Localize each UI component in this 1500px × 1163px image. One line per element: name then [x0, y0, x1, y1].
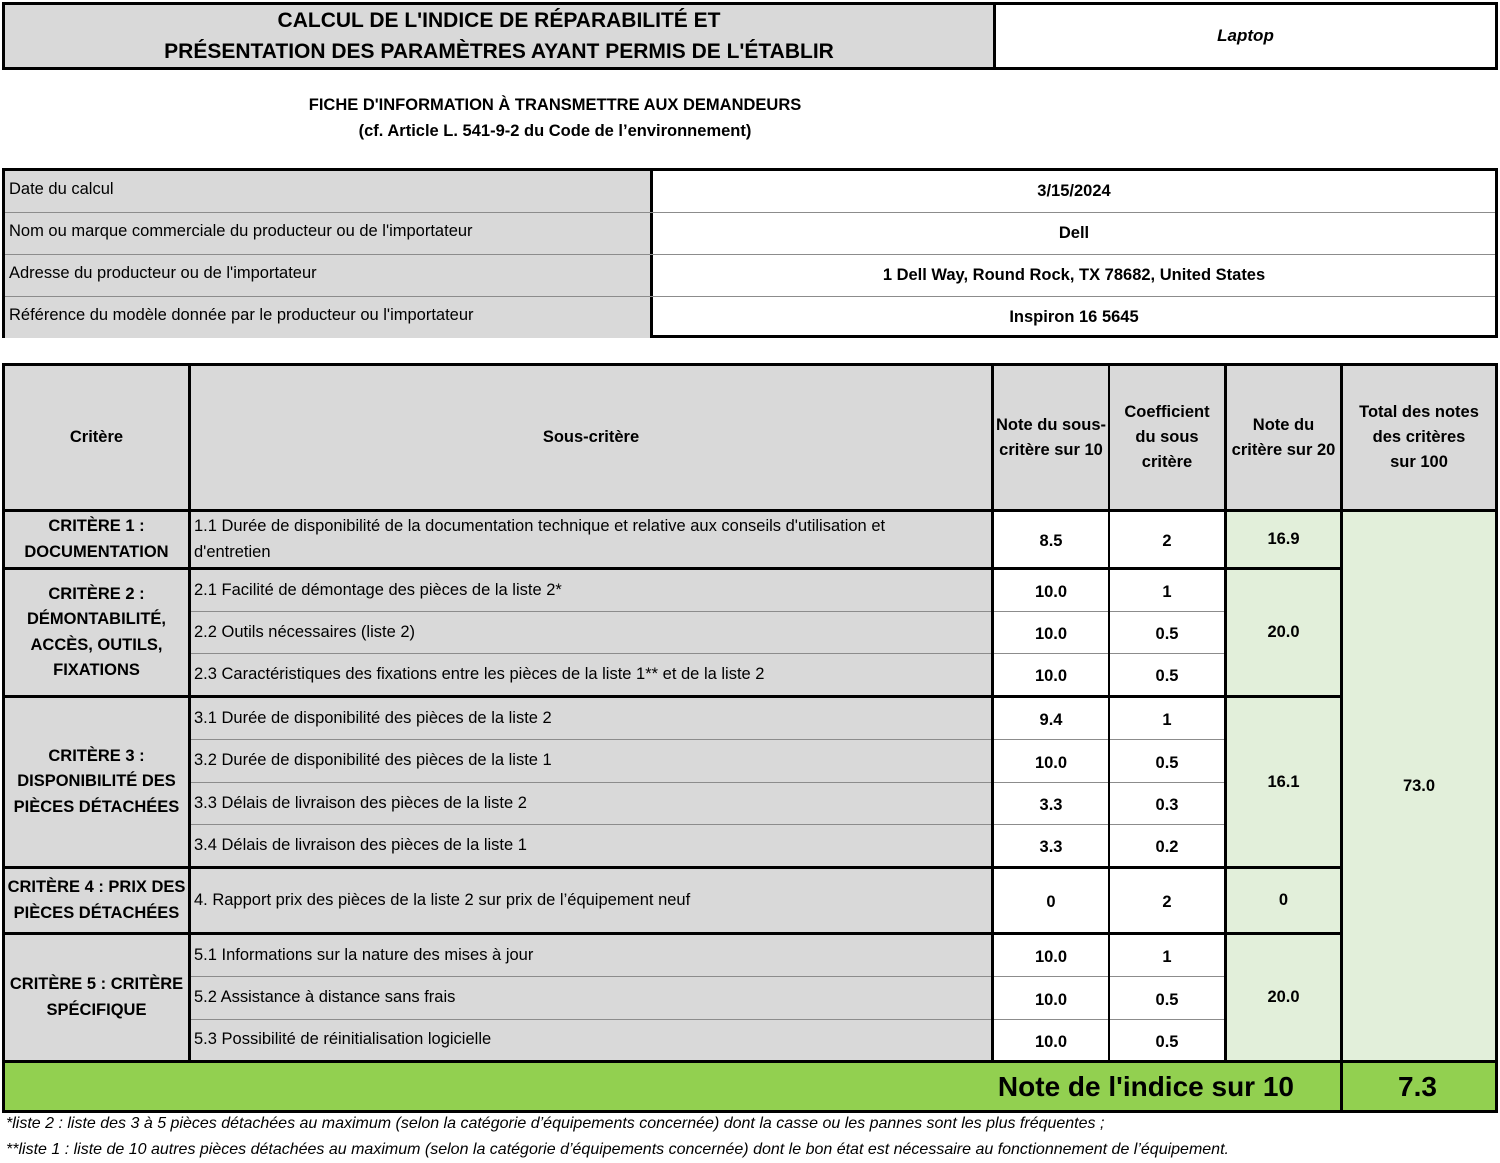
- total-score: 73.0: [1343, 512, 1495, 1060]
- coef-3-2: 0.5: [1110, 740, 1224, 782]
- note-4: 0: [994, 869, 1108, 932]
- coef-5-3: 0.5: [1110, 1020, 1224, 1060]
- col-border: [1108, 366, 1110, 1063]
- criterion-name-line: CRITÈRE 4 : PRIX DES: [7, 878, 186, 896]
- info-row-brand: [5, 213, 1495, 255]
- sub-criterion-5-1: 5.1 Informations sur la nature des mises à jour: [191, 935, 991, 976]
- criterion-name-line: CRITÈRE 5 : CRITÈRE: [9, 975, 184, 993]
- row-divider: [191, 782, 1227, 783]
- header-coef-line1: Coefficient: [1124, 403, 1210, 421]
- note-3-3: 3.3: [994, 783, 1108, 824]
- title-line-1: CALCUL DE L'INDICE DE RÉPARABILITÉ ET: [277, 9, 721, 32]
- header-total: [1343, 366, 1495, 509]
- index-value: 7.3: [1398, 1070, 1437, 1102]
- criterion-name-line: FIXATIONS: [53, 661, 140, 679]
- sub-criterion-3-4: 3.4 Délais de livraison des pièces de la liste 1: [191, 825, 991, 866]
- info-label: Adresse du producteur ou de l'importateur: [5, 255, 653, 296]
- criterion-name-line: PIÈCES DÉTACHÉES: [13, 797, 180, 816]
- criterion-5-score: 20.0: [1227, 935, 1340, 1060]
- coef-5-1: 1: [1110, 935, 1224, 976]
- criterion-3-score: 16.1: [1227, 698, 1340, 866]
- header-note-sous-critere: [994, 366, 1108, 509]
- row-divider: [191, 824, 1227, 825]
- criterion-5-name: [5, 935, 188, 1060]
- sub-criterion-4: 4. Rapport prix des pièces de la liste 2 sur prix de l’équipement neuf: [191, 869, 991, 932]
- subtitle-line-1: FICHE D'INFORMATION À TRANSMETTRE AUX DEMANDEURS: [308, 96, 802, 114]
- info-row-date: [5, 171, 1495, 213]
- row-border: [5, 509, 1495, 512]
- col-border: [1224, 366, 1227, 1063]
- info-value: Dell: [1058, 224, 1090, 242]
- header-critere: Critère: [69, 428, 124, 446]
- criterion-name-line: CRITÈRE 3 :: [48, 746, 145, 765]
- row-divider: [191, 653, 1227, 654]
- info-label: Date du calcul: [5, 171, 653, 212]
- header-note-crit-line1: Note du: [1252, 415, 1315, 434]
- info-value: 3/15/2024: [1037, 182, 1111, 200]
- sub-criterion-2-1: 2.1 Facilité de démontage des pièces de la liste 2*: [191, 570, 991, 611]
- note-5-3: 10.0: [994, 1020, 1108, 1060]
- row-border: [5, 695, 1343, 698]
- note-2-2: 10.0: [994, 612, 1108, 653]
- coef-2-3: 0.5: [1110, 654, 1224, 695]
- criterion-2-score: 20.0: [1227, 570, 1340, 695]
- header-coef-line3: critère: [1141, 453, 1193, 471]
- criterion-name-line: PIÈCES DÉTACHÉES: [13, 903, 180, 922]
- info-label: Référence du modèle donnée par le producteur ou l'importateur: [5, 297, 653, 338]
- col-border: [1340, 366, 1343, 1110]
- note-3-1: 9.4: [994, 698, 1108, 739]
- score-table: [2, 363, 1498, 1113]
- note-3-4: 3.3: [994, 825, 1108, 866]
- note-3-2: 10.0: [994, 740, 1108, 782]
- criterion-name-line: CRITÈRE 1 :: [48, 517, 145, 535]
- criterion-1-score: 16.9: [1227, 512, 1340, 567]
- note-5-2: 10.0: [994, 977, 1108, 1019]
- note-2-1: 10.0: [994, 570, 1108, 611]
- header-note-critere: [1227, 366, 1340, 509]
- sub-criterion-5-3: 5.3 Possibilité de réinitialisation logicielle: [191, 1020, 991, 1060]
- coef-1-1: 2: [1110, 512, 1224, 567]
- col-border: [1340, 1063, 1343, 1110]
- criterion-name-line: SPÉCIFIQUE: [46, 1000, 147, 1019]
- footnote-2: **liste 1 : liste de 10 autres pièces détachées au maximum (selon la catégorie d’équipements concernée) dont le bon état est nécessaire au fonctionnement de l’équipement.: [6, 1141, 1229, 1158]
- criterion-name-line: DISPONIBILITÉ DES: [17, 772, 176, 791]
- header-coefficient: [1110, 366, 1224, 509]
- criterion-1-name: [5, 512, 188, 567]
- criterion-name-line: DÉMONTABILITÉ,: [26, 610, 167, 628]
- sub-criterion-1-1: [191, 512, 991, 567]
- criterion-name-line: ACCÈS, OUTILS,: [30, 635, 163, 654]
- header-note-sous-line1: Note du sous-: [996, 415, 1106, 434]
- sub-criterion-label-cont: d'entretien: [194, 542, 271, 561]
- criterion-4-score: 0: [1227, 869, 1340, 932]
- info-label: Nom ou marque commerciale du producteur ou de l'importateur: [5, 213, 653, 254]
- row-border: [5, 866, 1343, 869]
- criterion-name-line: DOCUMENTATION: [24, 542, 169, 561]
- criterion-4-name: [5, 869, 188, 932]
- coef-3-1: 1: [1110, 698, 1224, 739]
- sub-criterion-3-1: 3.1 Durée de disponibilité des pièces de la liste 2: [191, 698, 991, 739]
- document-header: [2, 2, 1498, 70]
- row-border: [5, 567, 1343, 570]
- info-table: [2, 168, 1498, 338]
- sub-criterion-2-2: 2.2 Outils nécessaires (liste 2): [191, 612, 991, 653]
- footnote-1: *liste 2 : liste des 3 à 5 pièces détachées au maximum (selon la catégorie d’équipements concernée) dont la casse ou les pannes sont les plus fréquentes ;: [6, 1115, 1105, 1132]
- sub-criterion-label: 1.1 Durée de disponibilité de la documentation technique et relative aux conseils d'utilisation et: [194, 517, 886, 535]
- product-type: Laptop: [1217, 26, 1274, 45]
- row-divider: [191, 1019, 1227, 1020]
- sub-criterion-2-3: 2.3 Caractéristiques des fixations entre les pièces de la liste 1** et de la liste 2: [191, 654, 991, 695]
- criterion-name-line: CRITÈRE 2 :: [48, 584, 145, 603]
- index-label: Note de l'indice sur 10: [997, 1070, 1294, 1102]
- col-border: [188, 366, 191, 1063]
- col-border: [991, 366, 994, 1063]
- header-note-sous-line2: critère sur 10: [999, 440, 1103, 459]
- note-1-1: 8.5: [994, 512, 1108, 567]
- info-row-model: [5, 297, 1495, 338]
- note-2-3: 10.0: [994, 654, 1108, 695]
- row-divider: [191, 976, 1227, 977]
- coef-4: 2: [1110, 869, 1224, 932]
- header-total-line1: Total des notes: [1359, 403, 1479, 421]
- subtitle: [0, 92, 1110, 144]
- row-divider: [191, 739, 1227, 740]
- info-value: Inspiron 16 5645: [1009, 308, 1139, 326]
- title-line-2: PRÉSENTATION DES PARAMÈTRES AYANT PERMIS DE L'ÉTABLIR: [164, 40, 834, 63]
- document-title: [5, 5, 996, 67]
- coef-5-2: 0.5: [1110, 977, 1224, 1019]
- row-border: [5, 932, 1343, 935]
- coef-2-1: 1: [1110, 570, 1224, 611]
- header-coef-line2: du sous: [1135, 428, 1199, 446]
- info-value: 1 Dell Way, Round Rock, TX 78682, United States: [882, 266, 1266, 284]
- coef-3-4: 0.2: [1110, 825, 1224, 866]
- sub-criterion-3-2: 3.2 Durée de disponibilité des pièces de la liste 1: [191, 740, 991, 782]
- note-5-1: 10.0: [994, 935, 1108, 976]
- info-row-address: [5, 255, 1495, 297]
- coef-2-2: 0.5: [1110, 612, 1224, 653]
- coef-3-3: 0.3: [1110, 783, 1224, 824]
- header-total-line2: des critères: [1372, 428, 1466, 446]
- sub-criterion-5-2: 5.2 Assistance à distance sans frais: [191, 977, 991, 1019]
- sub-criterion-3-3: 3.3 Délais de livraison des pièces de la liste 2: [191, 783, 991, 824]
- row-divider: [191, 611, 1227, 612]
- header-sous-critere: Sous-critère: [542, 428, 640, 446]
- header-total-line3: sur 100: [1390, 453, 1448, 471]
- criterion-2-name: [5, 570, 188, 695]
- subtitle-line-2: (cf. Article L. 541-9-2 du Code de l’environnement): [358, 122, 752, 140]
- criterion-3-name: [5, 698, 188, 866]
- header-note-crit-line2: critère sur 20: [1231, 440, 1336, 459]
